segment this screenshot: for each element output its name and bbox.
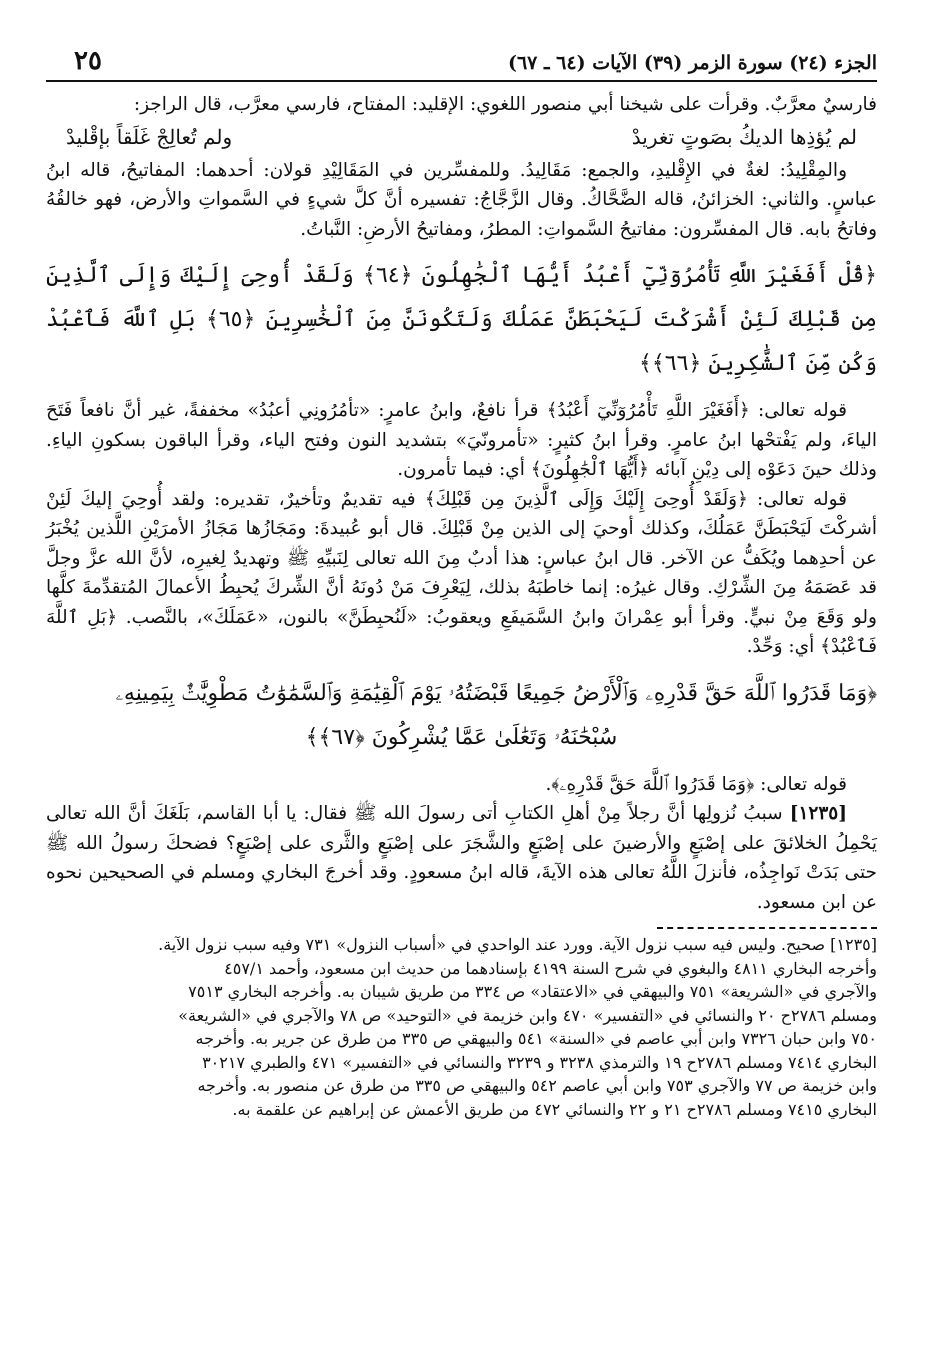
verse-hemistich-left: ولم تُعالِجْ غَلَقاً بإقْليدْ: [66, 124, 233, 149]
paragraph: قوله تعالى: ﴿وَمَا قَدَرُوا ٱللَّهَ حَقَّ قَدْرِهِۦ﴾.: [545, 773, 847, 795]
hadith-text: سببُ نُزولِها أنَّ رجلاً مِنْ أهلِ الكتابِ أتى رسولَ الله ﷺ فقال: يا أبا القاسم، بَلَغَكَ أنَّ الله تعالى يَحْمِلُ الخلائقَ على إصْبَعٍ والأرضينَ على إصْبَعٍ والشَّجَرَ على إصْبَعٍ والثَّرى على إصْبَعٍ؟ فضحكَ رسولُ الله ﷺ حتى بَدَتْ نَواجِذُه، فأنزلَ اللَّهُ تعالى هذه الآيةَ، قاله ابنُ مسعودٍ. وقد أخرجَ البخاري ومسلم في الصحيحين نحوه عن ابن مسعود.: [46, 803, 877, 913]
quran-verse-line: ﴿وَمَا قَدَرُوا ٱللَّهَ حَقَّ قَدْرِهِۦ وَٱلْأَرْضُ جَمِيعًا قَبْضَتُهُۥ يَوْمَ ٱلْقِيَٰمَةِ وَٱلسَّمَٰوَٰتُ مَطْوِيَّٰتٌۢ بِيَمِينِهِۦ: [115, 680, 877, 706]
hadith-number: [١٢٣٥]: [789, 803, 847, 824]
footnote-separator: [657, 927, 877, 929]
paragraph: قوله تعالى: ﴿وَلَقَدْ أُوحِىَ إِلَيْكَ وَإِلَى ٱلَّذِينَ مِن قَبْلِكَ﴾ فيه تقديمٌ وتأخيرٌ، تقديره: ولقد أُوحِيَ إليكَ لَئِنْ أشركْتَ لَيَحْبَطَنَّ عَمَلُكَ، وكذلك أوحيَ إلى الذين مِنْ قَبْلِكَ. قال أبو عُبيدةَ: ومَجَازُها مَجَازُ الأمرَيْنِ اللَّذين يُخْبَرُ عن أحدِهما ويُكَفُّ عن الآخر. قال ابنُ عباسٍ: هذا أدبٌ مِنَ الله تعالى لِنَبيِّهِ ﷺ وتهديدٌ لِغيرِه، لأنَّ الله عزَّ وجلَّ قد عَصَمَهُ مِنَ الشِّرْكِ. وقال غيرُه: إنما خاطبَهُ بذلك، لِيَعْرِفَ مَنْ دُونَهُ أنَّ الشِّركَ يُحبِطُ الأعمالَ المُتقدِّمةَ كلَّها ولو وَقَعَ مِنْ نبيٍّ. وقرأ أبو عِمْرانَ وابنُ السَّمَيفَعِ ويعقوبُ: «لَنُحبِطَنَّ» بالنون، «عَمَلَكَ»، بالنَّصب. ﴿بَلِ ٱللَّهَ فَٱعْبُدْ﴾ أي: وَحِّدْ.: [46, 488, 877, 657]
footnote-line: ٧٥٠ وابن حبان ٧٣٢٦ وابن أبي عاصم في «السنة» ٥٤١ والبيهقي ص ٣٣٥ من طرق عن جرير به. وأخرجه: [195, 1029, 877, 1048]
running-title: الجزء (٢٤) سورة الزمر (٣٩) الآيات (٦٤ ـ ٦٧): [507, 52, 877, 74]
quran-verse-line: سُبْحَٰنَهُۥ وَتَعَٰلَىٰ عَمَّا يُشْرِكُونَ ﴿٦٧﴾﴾: [305, 724, 618, 750]
hadith-paragraph: [46, 799, 877, 917]
paragraph: والمِقْلِيدُ: لغةٌ في الإِقْليدِ، والجمع: مَقَالِيدُ. وللمفسِّرين في المَقَالِيْدِ قولان: أحدهما: المفاتيحُ، قاله ابنُ عباسٍ. والثاني: الخزائنُ، قاله الضَّحَّاكُ. وقال الزَّجَّاجُ: تفسيره أنَّ كلَّ شيءٍ في السَّمواتِ والأرض، فهو خالقُهُ وفاتحُ بابه. قال المفسِّرون: مفاتيحُ السَّمواتِ: المطرُ، ومفاتيحُ الأرضِ: النَّباتُ.: [46, 159, 877, 240]
footnote-line: البخاري ٧٤١٤ ومسلم ٢٧٨٦ح ١٩ والترمذي ٣٢٣٨ و ٣٢٣٩ والنسائي في «التفسير» ٤٧١ والطبري ٣٠٢١٧: [202, 1052, 877, 1072]
paragraph: فارسيٌ معرَّبٌ. وقرأت على شيخنا أبي منصور اللغوي: الإقليد: المفتاح، فارسي معرَّب، قال الراجز:: [133, 94, 877, 115]
footnotes: [46, 933, 877, 1121]
verse-hemistich-right: لم يُؤذِها الديكُ بصَوتٍ تغريدْ: [631, 124, 857, 149]
footnote-line: [١٢٣٥] صحيح. وليس فيه سبب نزول الآية. وورد عند الواحدي في «أسباب النزول» ٧٣١ وفيه سبب نزول الآية.: [158, 935, 877, 954]
page-number: ٢٥: [74, 46, 102, 76]
footnote-line: والآجري في «الشريعة» ٧٥١ والبيهقي في «الاعتقاد» ص ٣٣٤ من طريق شيبان به. وأخرجه البخاري ٧٥١٣: [188, 982, 877, 1001]
footnote-line: ومسلم ٢٧٨٦ح ٢٠ والنسائي في «التفسير» ٤٧٠ وابن خزيمة في «التوحيد» ص ٧٨ والآجري في «الشريعة»: [178, 1005, 877, 1025]
footnote-line: البخاري ٧٤١٥ ومسلم ٢٧٨٦ح ٢١ و ٢٢ والنسائي ٤٧٢ من طريق الأعمش عن إبراهيم عن علقمة به.: [232, 1099, 877, 1119]
poetry-verse: [46, 122, 877, 152]
main-text: [46, 90, 877, 1121]
page-header: [46, 30, 877, 82]
paragraph: قوله تعالى: ﴿أَفَغَيْرَ اللَّهِ تَأْمُرُوٓنِّيٓ أَعْبُدُ﴾ قرأ نافعٌ، وابنُ عامرٍ: «تأمُرُونِي أعبُدُ» مخففةً، غير أنَّ نافعاً فَتَحَ الياءَ، ولم يَفْتحْها ابنُ عامرٍ. وقرأ ابنُ كثيرٍ: «تأمرونّيَ» بتشديد النون وفتح الياء، وقرأ الباقون بسكونِ الياءِ. وذلك حينَ دَعَوْه إلى دِيْنِ آبائه ﴿أَيُّهَا ٱلْجَٰهِلُونَ﴾ أي: فيما تأمرون.: [46, 400, 877, 480]
quran-verse-block: ﴿قُلْ أَفَغَيْرَ اللَّهِ تَأْمُرُوٓنِّيٓ أَعْبُدُ أَيُّهَا ٱلْجَٰهِلُونَ ﴿٦٤﴾ وَلَقَدْ أُوحِىَ إِلَيْكَ وَإِلَى ٱلَّذِينَ مِن قَبْلِكَ لَئِنْ أَشْرَكْتَ لَيَحْبَطَنَّ عَمَلُكَ وَلَتَكُونَنَّ مِنَ ٱلْخَٰسِرِينَ ﴿٦٥﴾ بَلِ ٱللَّهَ فَٱعْبُدْ وَكُن مِّنَ ٱلشَّٰكِرِينَ ﴿٦٦﴾﴾: [46, 263, 877, 376]
footnote-line: وابن خزيمة ص ٧٧ والآجري ٧٥٣ وابن أبي عاصم ٥٤٢ والبيهقي ص ٣٣٥ من طرق عن منصور به. وأخرجه: [197, 1076, 877, 1095]
footnote-line: وأخرجه البخاري ٤٨١١ والبغوي في شرح السنة ٤١٩٩ بإسنادهما من حديث ابن مسعود، وأحمد ٤٥٧/١: [224, 958, 877, 978]
